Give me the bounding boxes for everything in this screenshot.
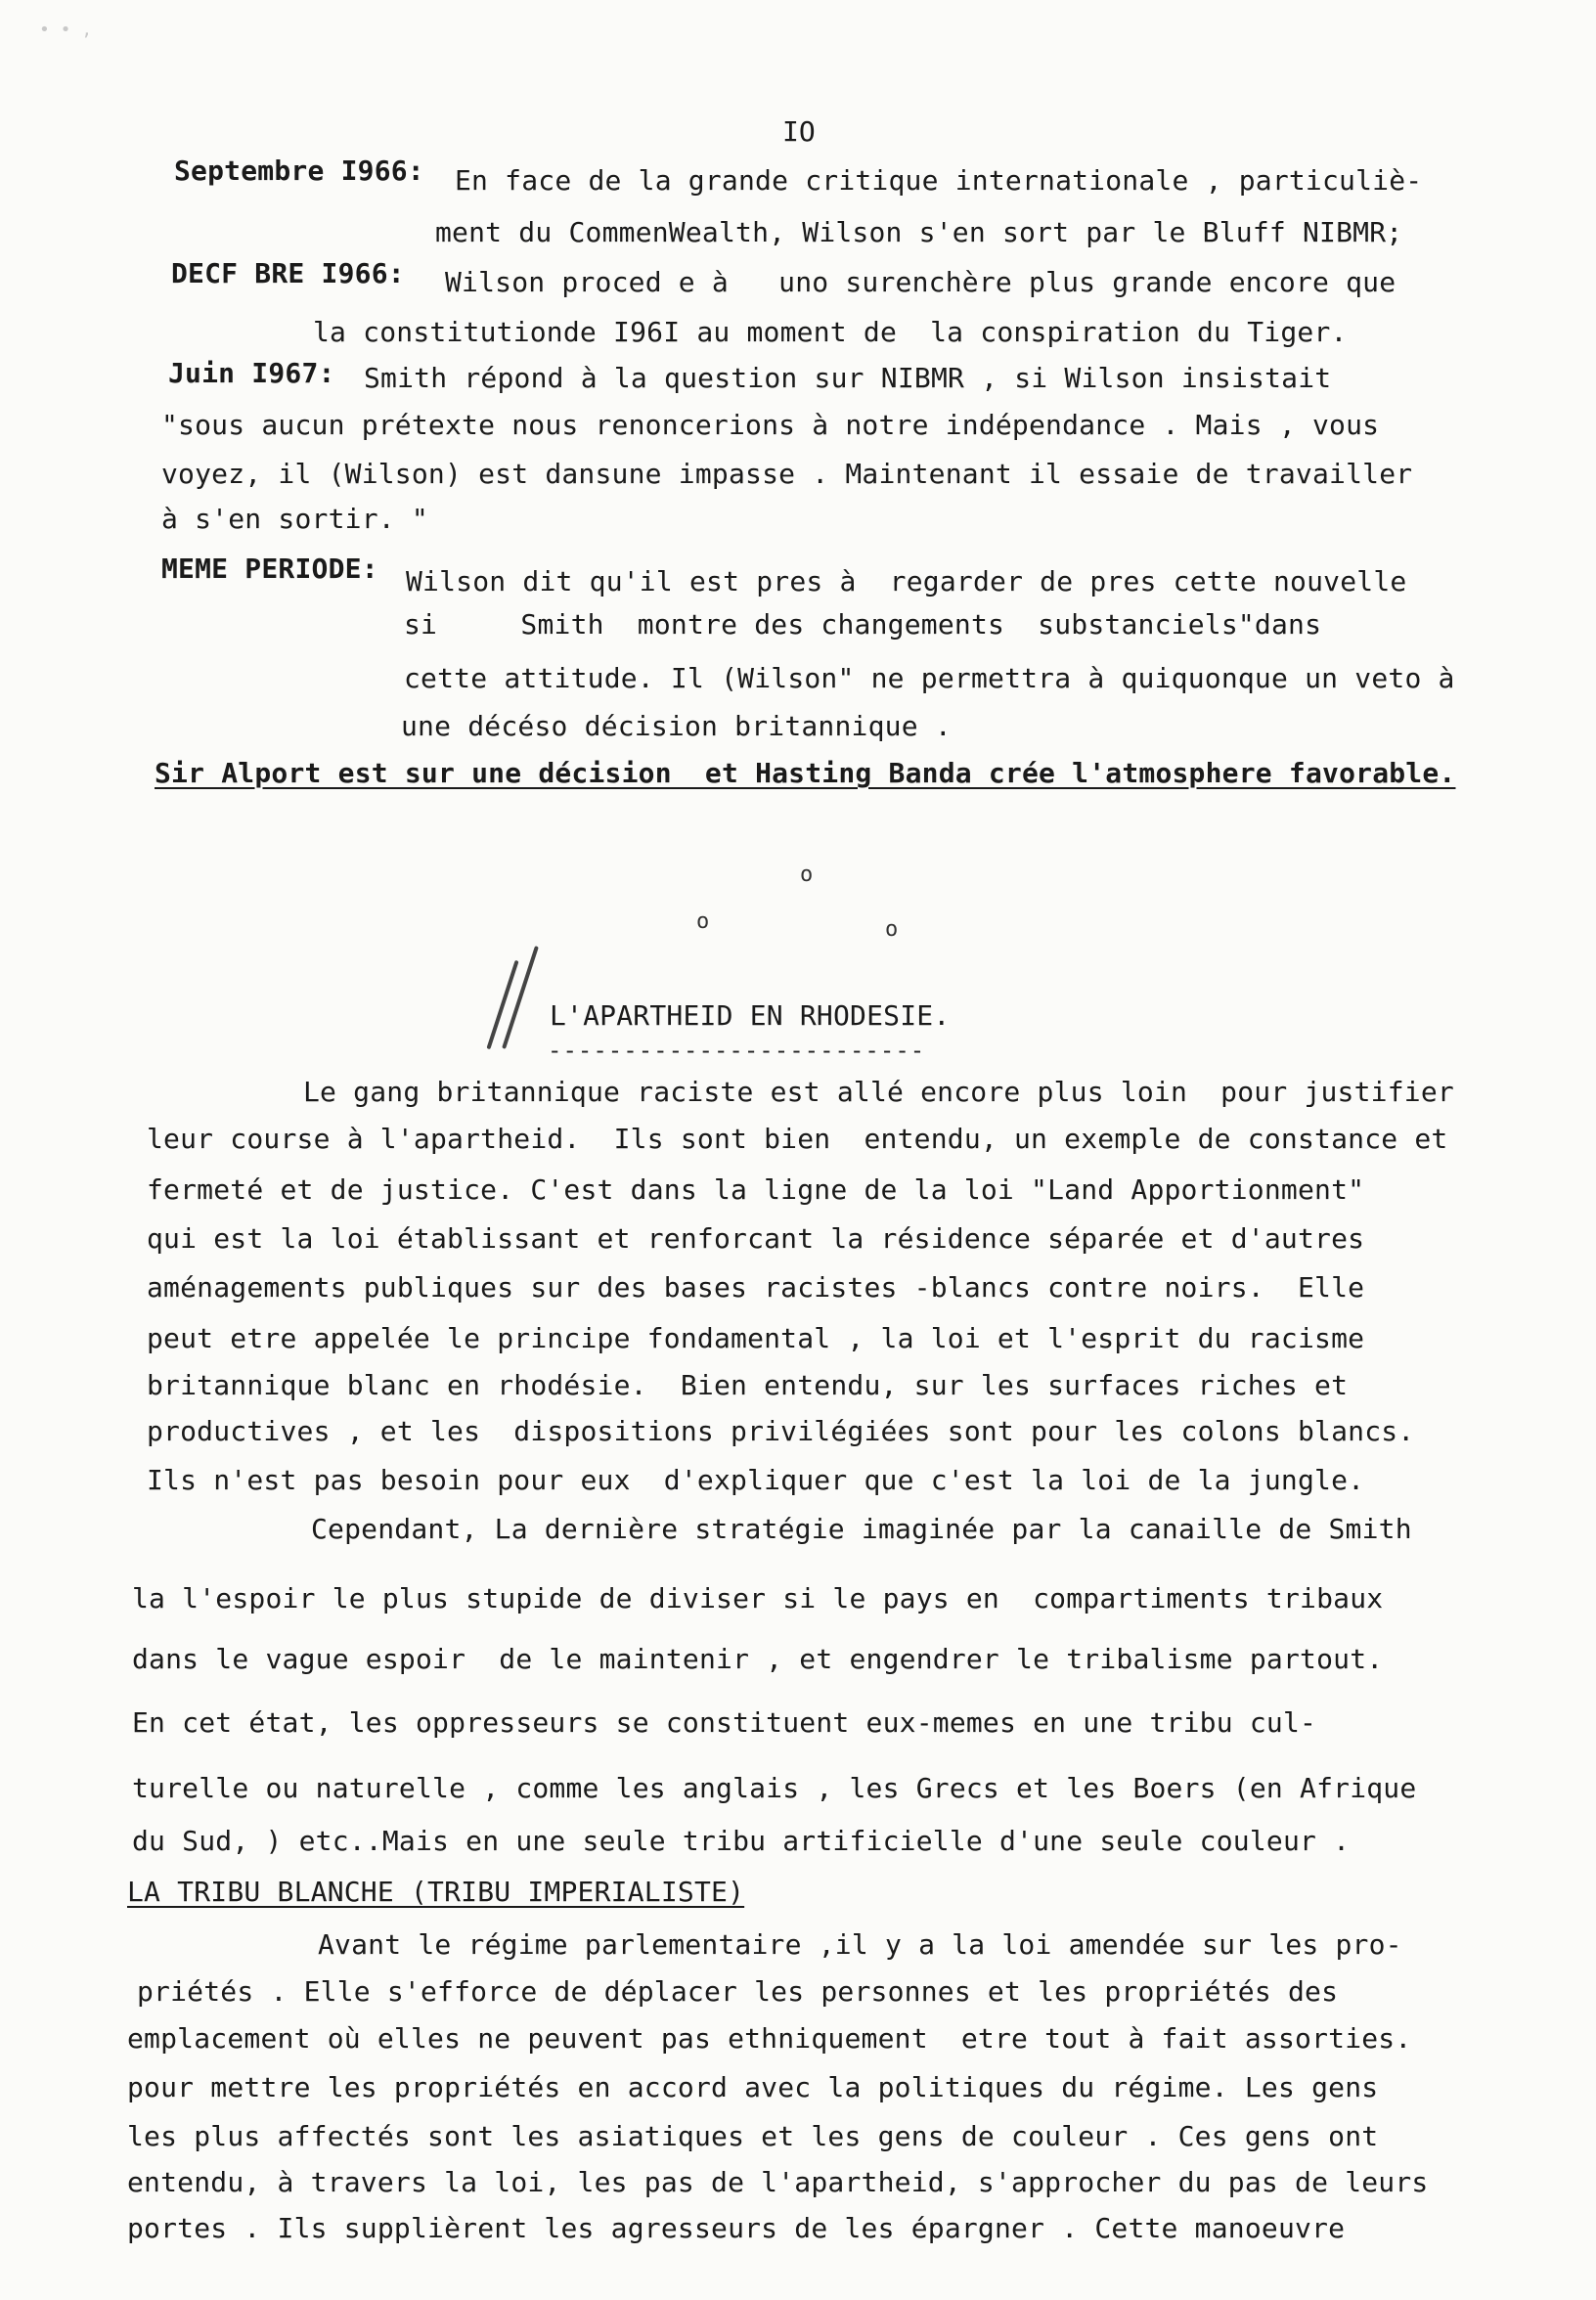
underlined-conclusion: Sir Alport est sur une décision et Hasting Banda crée l'atmosphere favorable. — [155, 757, 1456, 789]
paragraph-line: Le gang britannique raciste est allé encore plus loin pour justifier — [303, 1076, 1454, 1108]
entry-line: Wilson dit qu'il est pres à regarder de pres cette nouvelle — [406, 565, 1407, 597]
paragraph-line: En cet état, les oppresseurs se constituent eux-memes en une tribu cul- — [132, 1706, 1317, 1739]
paragraph-line: britannique blanc en rhodésie. Bien entendu, sur les surfaces riches et — [147, 1369, 1349, 1401]
pen-slash-mark — [502, 946, 539, 1049]
entry-line: En face de la grande critique internationale , particuliè- — [455, 164, 1423, 197]
entry-line: Smith répond à la question sur NIBMR , si Wilson insistait — [364, 362, 1332, 394]
paragraph-line: emplacement où elles ne peuvent pas ethniquement etre tout à fait assorties. — [127, 2022, 1412, 2055]
separator-mark: o — [696, 909, 710, 934]
entry-line: "sous aucun prétexte nous renoncerions à notre indépendance . Mais , vous — [161, 409, 1380, 441]
bleed-through-smudge: • • , — [39, 20, 93, 40]
paragraph-line: productives , et les dispositions privilégiées sont pour les colons blancs. — [147, 1415, 1415, 1447]
entry-line: ment du CommenWealth, Wilson s'en sort par le Bluff NIBMR; — [435, 216, 1403, 248]
entry-line: à s'en sortir. " — [161, 503, 428, 535]
paragraph-line: entendu, à travers la loi, les pas de l'apartheid, s'approcher du pas de leurs — [127, 2166, 1429, 2198]
entry-line: si Smith montre des changements substanciels"dans — [404, 608, 1322, 641]
paragraph-line: la l'espoir le plus stupide de diviser si le pays en compartiments tribaux — [132, 1582, 1384, 1614]
paragraph-line: du Sud, ) etc..Mais en une seule tribu artificielle d'une seule couleur . — [132, 1825, 1351, 1857]
paragraph-line: priétés . Elle s'efforce de déplacer les personnes et les propriétés des — [137, 1975, 1339, 2008]
entry-line: voyez, il (Wilson) est dansune impasse . Maintenant il essaie de travailler — [161, 458, 1413, 490]
paragraph-line: leur course à l'apartheid. Ils sont bien entendu, un exemple de constance et — [147, 1123, 1448, 1155]
entry-label: MEME PERIODE: — [161, 553, 378, 585]
section-title-rule: ------------------------- — [548, 1037, 926, 1064]
paragraph-line: portes . Ils supplièrent les agresseurs de les épargner . Cette manoeuvre — [127, 2212, 1346, 2244]
separator-mark: o — [885, 917, 899, 942]
paragraph-line: pour mettre les propriétés en accord avec la politiques du régime. Les gens — [127, 2071, 1379, 2103]
entry-line: Wilson proced e à uno surenchère plus grande encore que — [445, 266, 1396, 298]
entry-line: cette attitude. Il (Wilson" ne permettra à quiquonque un veto à — [404, 662, 1455, 694]
entry-line: une décéso décision britannique . — [401, 710, 952, 742]
entry-label: DECF BRE I966: — [171, 257, 405, 289]
entry-label: Septembre I966: — [174, 155, 424, 187]
paragraph-line: peut etre appelée le principe fondamental , la loi et l'esprit du racisme — [147, 1322, 1365, 1354]
paragraph-line: dans le vague espoir de le maintenir , et engendrer le tribalisme partout. — [132, 1643, 1384, 1675]
section-heading-underlined: LA TRIBU BLANCHE (TRIBU IMPERIALISTE) — [127, 1876, 745, 1908]
paragraph-line: Avant le régime parlementaire ,il y a la loi amendée sur les pro- — [318, 1928, 1402, 1961]
paragraph-line: aménagements publiques sur des bases racistes -blancs contre noirs. Elle — [147, 1271, 1365, 1304]
pen-slash-mark — [486, 960, 518, 1050]
entry-line: la constitutionde I96I au moment de la conspiration du Tiger. — [313, 316, 1348, 348]
paragraph-line: les plus affectés sont les asiatiques et les gens de couleur . Ces gens ont — [127, 2120, 1379, 2152]
paragraph-line: Ils n'est pas besoin pour eux d'expliquer que c'est la loi de la jungle. — [147, 1464, 1365, 1496]
entry-label: Juin I967: — [168, 357, 335, 389]
section-title: L'APARTHEID EN RHODESIE. — [550, 999, 951, 1032]
paragraph-line: fermeté et de justice. C'est dans la ligne de la loi "Land Apportionment" — [147, 1173, 1365, 1206]
paragraph-line: turelle ou naturelle , comme les anglais , les Grecs et les Boers (en Afrique — [132, 1772, 1417, 1804]
page-number: IO — [782, 115, 816, 148]
paragraph-line: Cependant, La dernière stratégie imaginée par la canaille de Smith — [311, 1513, 1412, 1545]
paragraph-line: qui est la loi établissant et renforcant la résidence séparée et d'autres — [147, 1222, 1365, 1255]
separator-mark: o — [800, 862, 814, 887]
